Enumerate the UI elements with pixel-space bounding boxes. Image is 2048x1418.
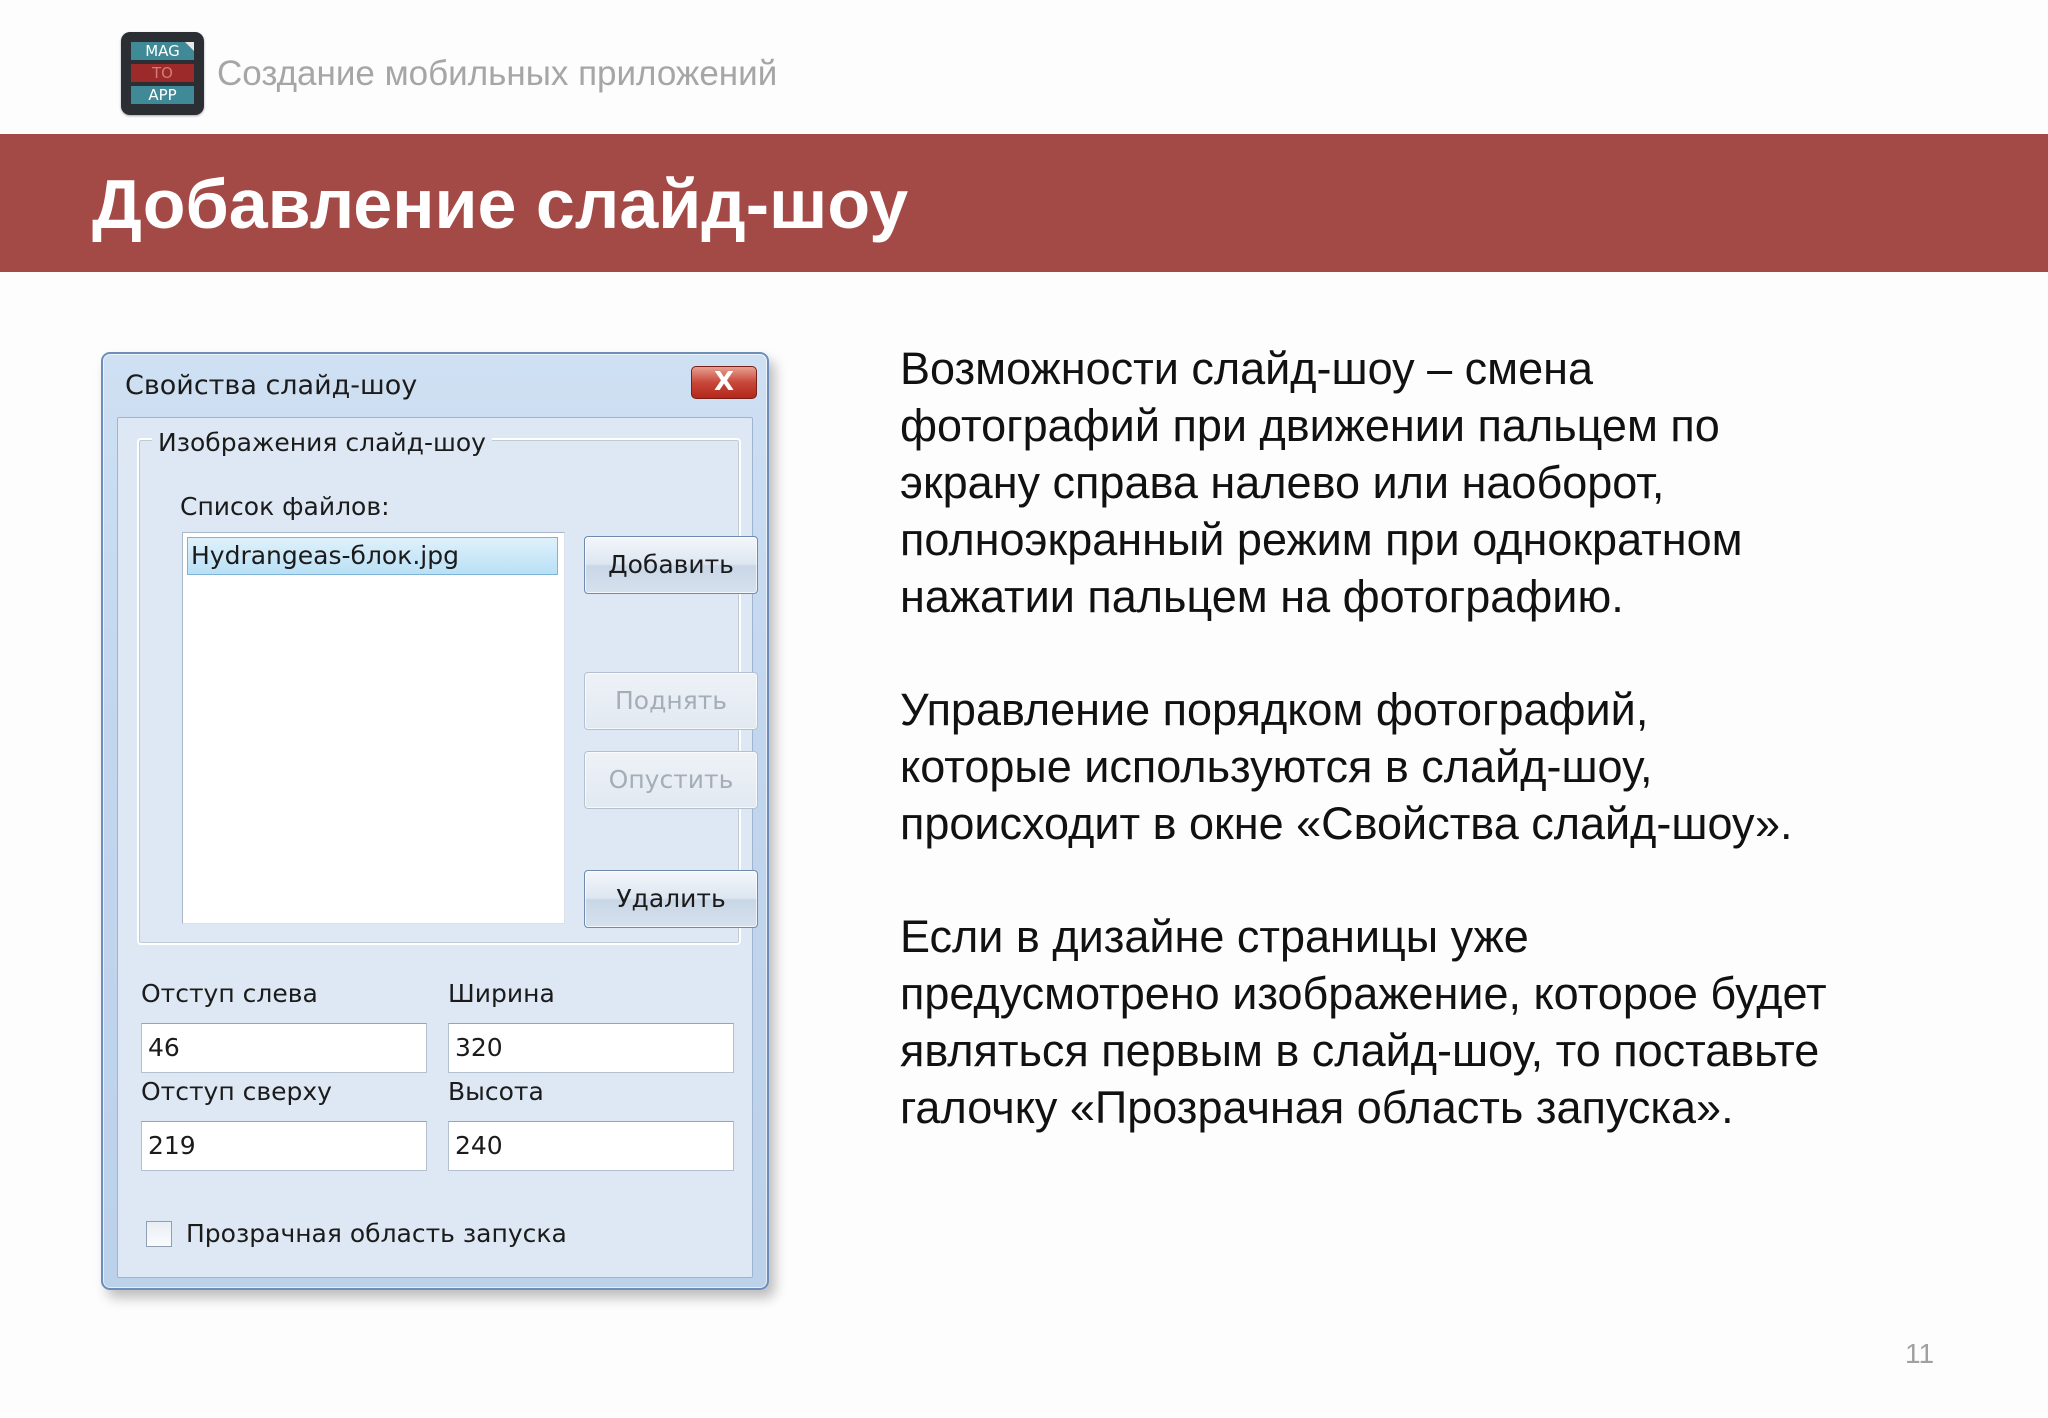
logo-line-app: APP <box>131 86 194 104</box>
height-label: Высота <box>448 1077 544 1106</box>
file-list-item[interactable]: Hydrangeas-блок.jpg <box>187 537 558 575</box>
file-list[interactable] <box>182 532 565 924</box>
delete-button[interactable]: Удалить <box>584 870 758 928</box>
files-label: Список файлов: <box>180 492 390 521</box>
slideshow-properties-dialog <box>101 352 769 1290</box>
group-title: Изображения слайд-шоу <box>152 428 492 457</box>
close-icon: X <box>713 367 735 397</box>
page-number: 11 <box>1905 1338 1935 1369</box>
width-label: Ширина <box>448 979 555 1008</box>
dialog-title: Свойства слайд-шоу <box>125 370 418 401</box>
left-offset-label: Отступ слева <box>141 979 318 1008</box>
logo-line-mag: MAG <box>131 42 194 60</box>
top-offset-field[interactable]: 219 <box>141 1121 427 1171</box>
height-field[interactable]: 240 <box>448 1121 734 1171</box>
slide-title: Добавление слайд-шоу <box>92 165 909 243</box>
logo-corner <box>185 42 194 51</box>
dialog-client-area <box>117 417 753 1278</box>
body-text <box>900 340 1980 1192</box>
body-paragraph: Если в дизайне страницы уже предусмотрено изображение, которое будет являться первым в слайд-шоу, то поставьте галочку «Прозрачная область запуска». <box>900 911 1827 1133</box>
brand-title: Создание мобильных приложений <box>217 54 778 93</box>
logo-line-to: TO <box>131 64 194 82</box>
left-offset-field[interactable]: 46 <box>141 1023 427 1073</box>
transparent-launch-area-label: Прозрачная область запуска <box>186 1219 567 1248</box>
images-groupbox <box>137 438 741 945</box>
body-paragraph: Управление порядком фотографий, которые используются в слайд-шоу, происходит в окне «Свойства слайд-шоу». <box>900 684 1793 849</box>
move-down-button[interactable]: Опустить <box>584 751 758 809</box>
width-field[interactable]: 320 <box>448 1023 734 1073</box>
transparent-launch-area-checkbox[interactable] <box>146 1221 172 1247</box>
body-paragraph: Возможности слайд-шоу – смена фотографий при движении пальцем по экрану справа налево или наоборот, полноэкранный режим при однократном нажатии пальцем на фотографию. <box>900 343 1743 622</box>
top-offset-label: Отступ сверху <box>141 1077 332 1106</box>
move-up-button[interactable]: Поднять <box>584 672 758 730</box>
app-logo <box>121 32 204 115</box>
add-button[interactable]: Добавить <box>584 536 758 594</box>
close-button[interactable] <box>691 366 757 399</box>
